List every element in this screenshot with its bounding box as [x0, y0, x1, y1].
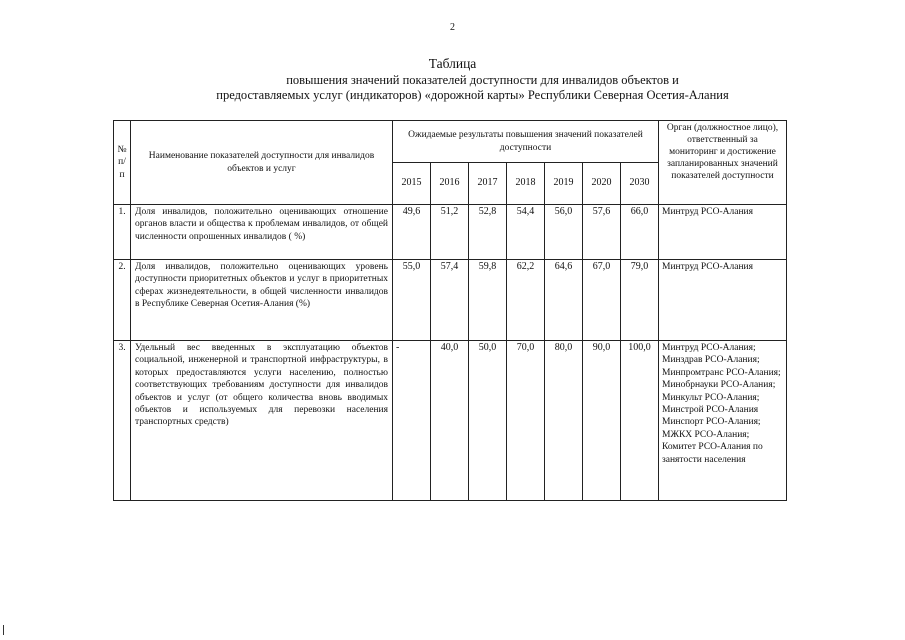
header-year: 2030 — [621, 163, 659, 205]
table-row — [114, 341, 787, 501]
header-row-1 — [114, 121, 787, 163]
indicator-value: 70,0 — [507, 341, 545, 501]
org-line: Минкульт РСО-Алания; — [662, 392, 760, 403]
table-title-block — [0, 56, 905, 103]
indicator-value: 67,0 — [583, 260, 621, 341]
table-row — [114, 205, 787, 260]
responsible-org — [659, 341, 787, 501]
scan-edge-mark — [3, 625, 4, 635]
indicator-value: 100,0 — [621, 341, 659, 501]
org-line: Минпромтранс РСО-Алания; — [662, 367, 781, 378]
header-responsible-org: Орган (должностное лицо), ответственный за мониторинг и достижение запланированных значений показателей доступности — [659, 121, 787, 205]
indicators-table — [113, 120, 787, 501]
indicator-value: 64,6 — [545, 260, 583, 341]
org-line: Минтруд РСО-Алания; — [662, 343, 756, 353]
indicator-value: 79,0 — [621, 260, 659, 341]
header-expected-results: Ожидаемые результаты повышения значений показателей доступности — [393, 121, 659, 163]
responsible-org — [659, 205, 787, 260]
table-subtitle-line-1: повышения значений показателей доступности для инвалидов объектов и — [286, 73, 679, 87]
org-line: Минтруд РСО-Алания — [662, 262, 753, 272]
org-line: МЖКХ РСО-Алания; — [662, 429, 750, 440]
indicator-value: 40,0 — [431, 341, 469, 501]
org-line: Минтруд РСО-Алания — [662, 207, 753, 217]
header-indicator-name: Наименование показателей доступности для инвалидов объектов и услуг — [131, 121, 393, 205]
indicator-value: 57,6 — [583, 205, 621, 260]
header-year: 2019 — [545, 163, 583, 205]
indicator-name: Доля инвалидов, положительно оценивающих отношение органов власти и общества к проблемам инвалидов, от общей численности опрошенных инвалидов ( %) — [131, 205, 393, 260]
indicator-value: - — [393, 341, 431, 501]
org-line: Минздрав РСО-Алания; — [662, 355, 760, 366]
indicator-value: 50,0 — [469, 341, 507, 501]
indicator-value: 66,0 — [621, 205, 659, 260]
indicator-value: 59,8 — [469, 260, 507, 341]
header-year: 2015 — [393, 163, 431, 205]
indicator-value: 62,2 — [507, 260, 545, 341]
table-row — [114, 260, 787, 341]
header-num: № п/п — [114, 121, 131, 205]
indicator-value: 51,2 — [431, 205, 469, 260]
org-line: Минспорт РСО-Алания; — [662, 417, 761, 428]
header-year: 2020 — [583, 163, 621, 205]
indicator-value: 55,0 — [393, 260, 431, 341]
org-line: Минобрнауки РСО-Алания; — [662, 380, 776, 391]
org-line: Минстрой РСО-Алания — [662, 405, 759, 416]
indicator-value: 54,4 — [507, 205, 545, 260]
indicator-value: 49,6 — [393, 205, 431, 260]
table-subtitle-line-2: предоставляемых услуг (индикаторов) «дорожной карты» Республики Северная Осетия-Алания — [216, 88, 729, 102]
row-number: 1. — [114, 205, 131, 260]
indicator-value: 90,0 — [583, 341, 621, 501]
header-year: 2018 — [507, 163, 545, 205]
indicator-value: 57,4 — [431, 260, 469, 341]
row-number: 2. — [114, 260, 131, 341]
indicator-value: 56,0 — [545, 205, 583, 260]
table-title: Таблица — [428, 56, 477, 71]
header-year: 2016 — [431, 163, 469, 205]
row-number: 3. — [114, 341, 131, 501]
responsible-org — [659, 260, 787, 341]
indicator-name: Удельный вес введенных в эксплуатацию объектов социальной, инженерной и транспортной инфраструктуры, в которых предоставляются услуги населению, полностью соответствующих требованиям доступности для инвалидов объектов и услуг (от общего количества вновь вводимых объектов и используемых для перевозки населения транспортных средств) — [131, 341, 393, 501]
indicator-value: 52,8 — [469, 205, 507, 260]
header-year: 2017 — [469, 163, 507, 205]
page-number: 2 — [450, 22, 455, 33]
org-line: Комитет РСО-Алания по занятости населения — [662, 442, 763, 465]
indicator-value: 80,0 — [545, 341, 583, 501]
indicator-name: Доля инвалидов, положительно оценивающих уровень доступности приоритетных объектов и услуг в приоритетных сферах жизнедеятельности, в общей численности инвалидов в Республике Северная Осетия-Алания (%) — [131, 260, 393, 341]
